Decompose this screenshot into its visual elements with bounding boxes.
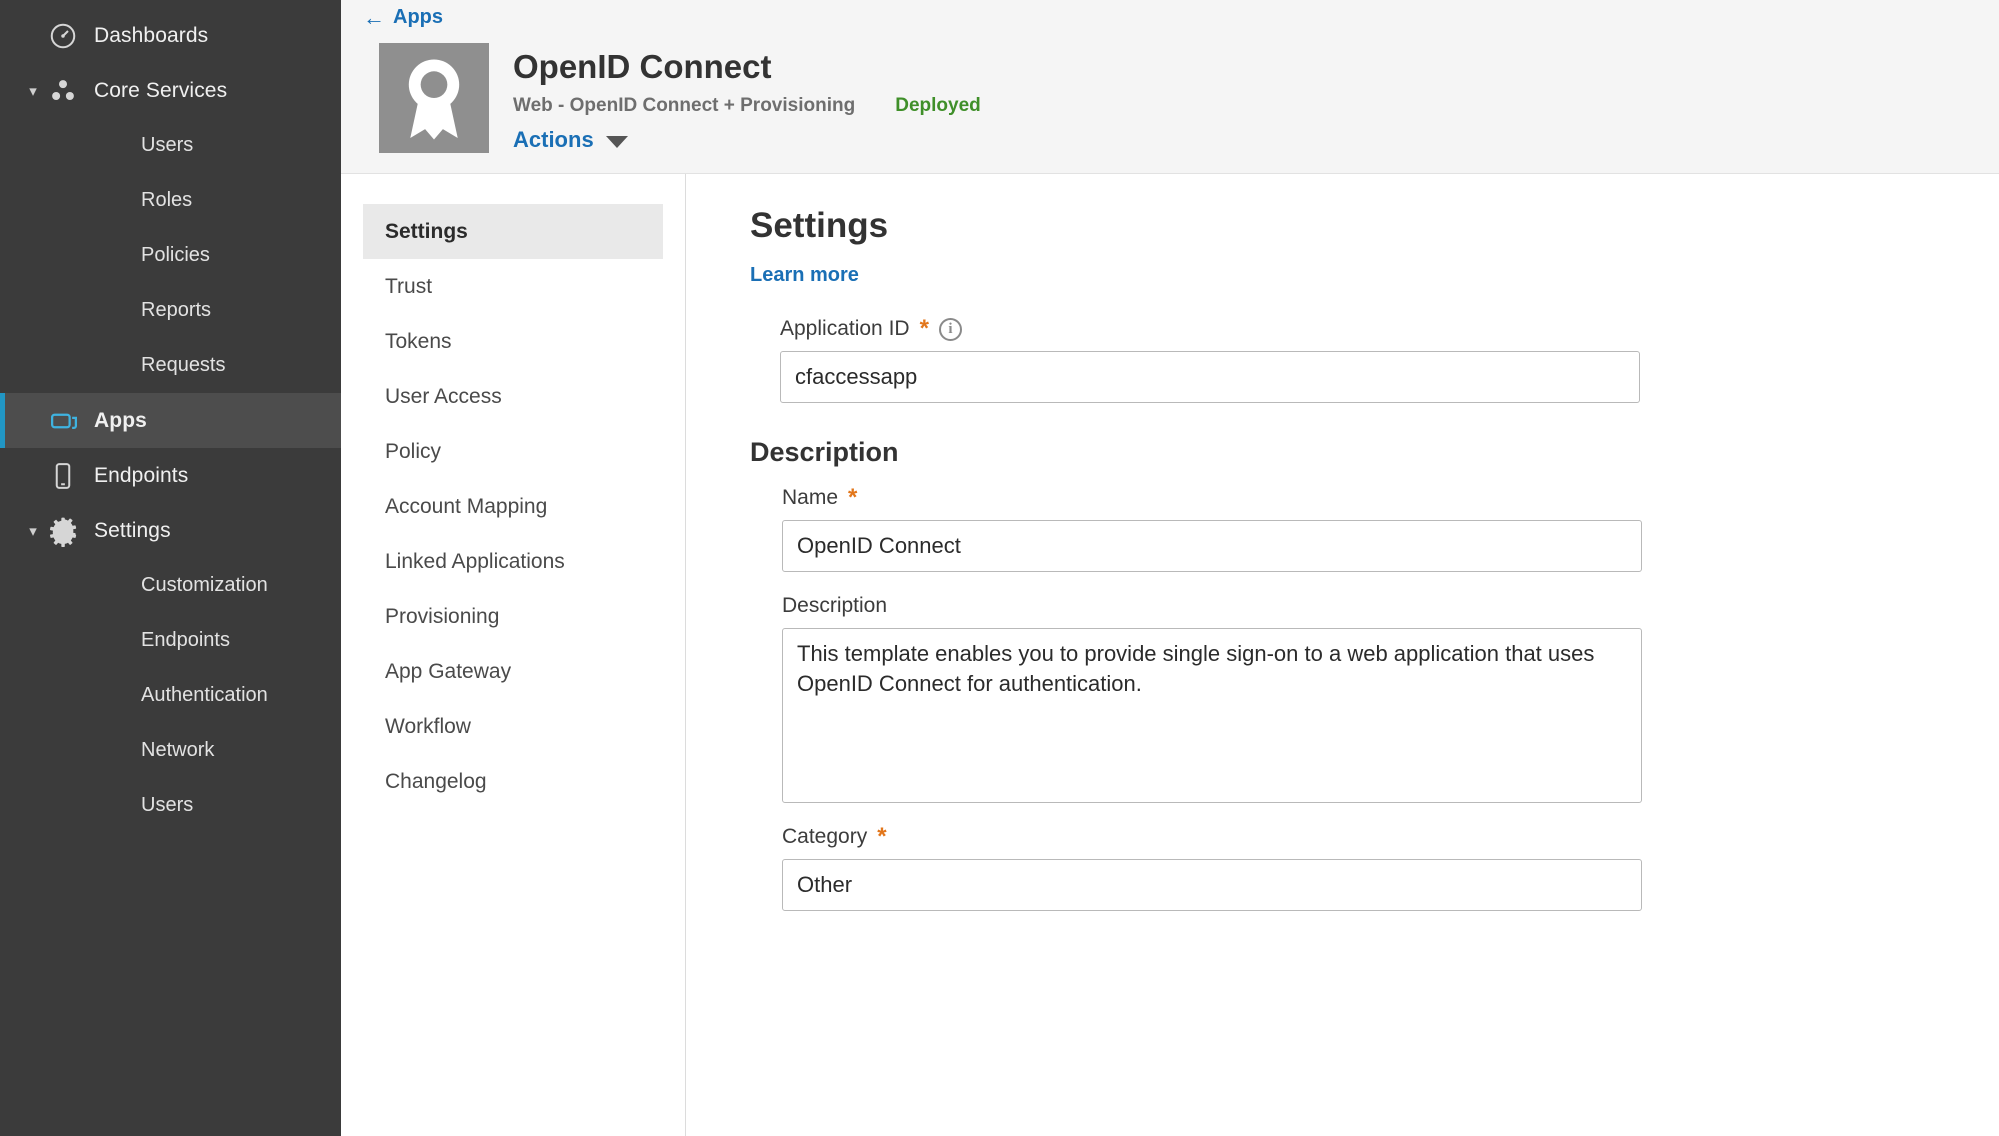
app-header-text [513, 43, 981, 153]
name-input[interactable] [782, 520, 1642, 572]
application-id-label-row [780, 317, 1959, 341]
required-marker: * [919, 315, 929, 343]
sidebar-subitem-label: Users [141, 134, 194, 156]
tab-policy[interactable] [363, 424, 663, 479]
name-label-row [782, 486, 1959, 510]
back-arrow-icon: ← [363, 4, 385, 30]
tab-linked-applications[interactable] [363, 534, 663, 589]
settings-panel [686, 174, 1999, 1136]
category-label: Category [782, 825, 868, 849]
category-label-row [782, 825, 1959, 849]
sidebar-item-apps[interactable] [0, 393, 341, 448]
gear-icon [48, 515, 94, 547]
tab-provisioning[interactable] [363, 589, 663, 644]
sidebar-item-settings-endpoints[interactable] [0, 613, 341, 668]
sidebar-item-label: Apps [94, 408, 147, 432]
content-area [341, 174, 1999, 1136]
sidebar-item-customization[interactable] [0, 558, 341, 613]
required-marker: * [848, 484, 858, 512]
tab-label: Settings [385, 219, 468, 243]
chevron-down-icon[interactable]: ▾ [29, 82, 37, 100]
sidebar-item-authentication[interactable] [0, 668, 341, 723]
award-ribbon-icon [398, 55, 470, 141]
sidebar-item-requests[interactable] [0, 338, 341, 393]
status-badge: Deployed [895, 95, 981, 117]
sidebar-subitem-label: Reports [141, 299, 212, 321]
sidebar-item-label: Dashboards [94, 23, 209, 47]
tab-label: User Access [385, 384, 502, 408]
gauge-icon [48, 21, 94, 51]
sidebar-subitem-label: Policies [141, 244, 210, 266]
tab-account-mapping[interactable] [363, 479, 663, 534]
tab-user-access[interactable] [363, 369, 663, 424]
learn-more-link[interactable]: Learn more [750, 264, 859, 287]
sidebar-subitem-label: Users [141, 794, 194, 816]
description-section-title: Description [750, 437, 899, 468]
panel-title: Settings [750, 206, 889, 246]
sidebar-item-settings-users[interactable] [0, 778, 341, 833]
info-icon[interactable]: i [939, 318, 962, 341]
sidebar [0, 0, 341, 1136]
name-label: Name [782, 486, 839, 510]
tab-settings[interactable] [363, 204, 663, 259]
tab-label: Changelog [385, 769, 487, 793]
sidebar-subitem-label: Network [141, 739, 215, 761]
cluster-icon [48, 76, 94, 106]
tab-label: Trust [385, 274, 433, 298]
sidebar-item-label: Settings [94, 518, 171, 542]
required-marker: * [877, 823, 887, 851]
tab-label: Linked Applications [385, 549, 565, 573]
actions-menu[interactable] [513, 127, 981, 153]
app-meta [513, 95, 981, 117]
actions-label: Actions [513, 127, 594, 153]
sidebar-item-roles[interactable] [0, 173, 341, 228]
tab-label: Account Mapping [385, 494, 548, 518]
sidebar-subitem-label: Requests [141, 354, 226, 376]
tab-label: Provisioning [385, 604, 500, 628]
sidebar-item-reports[interactable] [0, 283, 341, 338]
sidebar-item-users[interactable] [0, 118, 341, 173]
main-area [341, 0, 1999, 1136]
sidebar-subitem-label: Roles [141, 189, 193, 211]
tab-label: App Gateway [385, 659, 512, 683]
breadcrumb-label: Apps [393, 6, 443, 28]
application-id-input[interactable] [780, 351, 1640, 403]
sidebar-subitem-label: Customization [141, 574, 268, 596]
tab-changelog[interactable] [363, 754, 663, 809]
chevron-down-icon [606, 136, 628, 148]
description-field-group [750, 594, 1959, 803]
description-label: Description [782, 594, 888, 618]
sidebar-item-settings[interactable] [0, 503, 341, 558]
tab-label: Tokens [385, 329, 452, 353]
sidebar-item-core-services[interactable] [0, 63, 341, 118]
category-field-group [750, 825, 1959, 911]
tab-workflow[interactable] [363, 699, 663, 754]
name-field-group [750, 486, 1959, 572]
sidebar-subitem-label: Authentication [141, 684, 268, 706]
app-header-body [341, 29, 1999, 153]
sidebar-item-label: Endpoints [94, 463, 189, 487]
sidebar-item-label: Core Services [94, 78, 228, 102]
sidebar-item-policies[interactable] [0, 228, 341, 283]
application-id-field-group [750, 317, 1959, 403]
apps-icon [48, 406, 94, 436]
page-title: OpenID Connect [513, 48, 772, 85]
chevron-down-icon[interactable]: ▾ [29, 522, 37, 540]
tab-label: Policy [385, 439, 442, 463]
category-input[interactable] [782, 859, 1642, 911]
breadcrumb[interactable] [341, 0, 1999, 29]
device-icon [48, 461, 94, 491]
application-id-label: Application ID [780, 317, 910, 341]
tab-trust[interactable] [363, 259, 663, 314]
app-header [341, 0, 1999, 174]
tab-tokens[interactable] [363, 314, 663, 369]
tab-app-gateway[interactable] [363, 644, 663, 699]
app-logo [379, 43, 489, 153]
app-subtitle: Web - OpenID Connect + Provisioning [513, 95, 856, 117]
description-textarea[interactable] [782, 628, 1642, 803]
sidebar-item-endpoints[interactable] [0, 448, 341, 503]
tab-list [341, 174, 686, 1136]
tab-label: Workflow [385, 714, 471, 738]
sidebar-item-network[interactable] [0, 723, 341, 778]
sidebar-item-dashboards[interactable] [0, 8, 341, 63]
sidebar-subitem-label: Endpoints [141, 629, 230, 651]
